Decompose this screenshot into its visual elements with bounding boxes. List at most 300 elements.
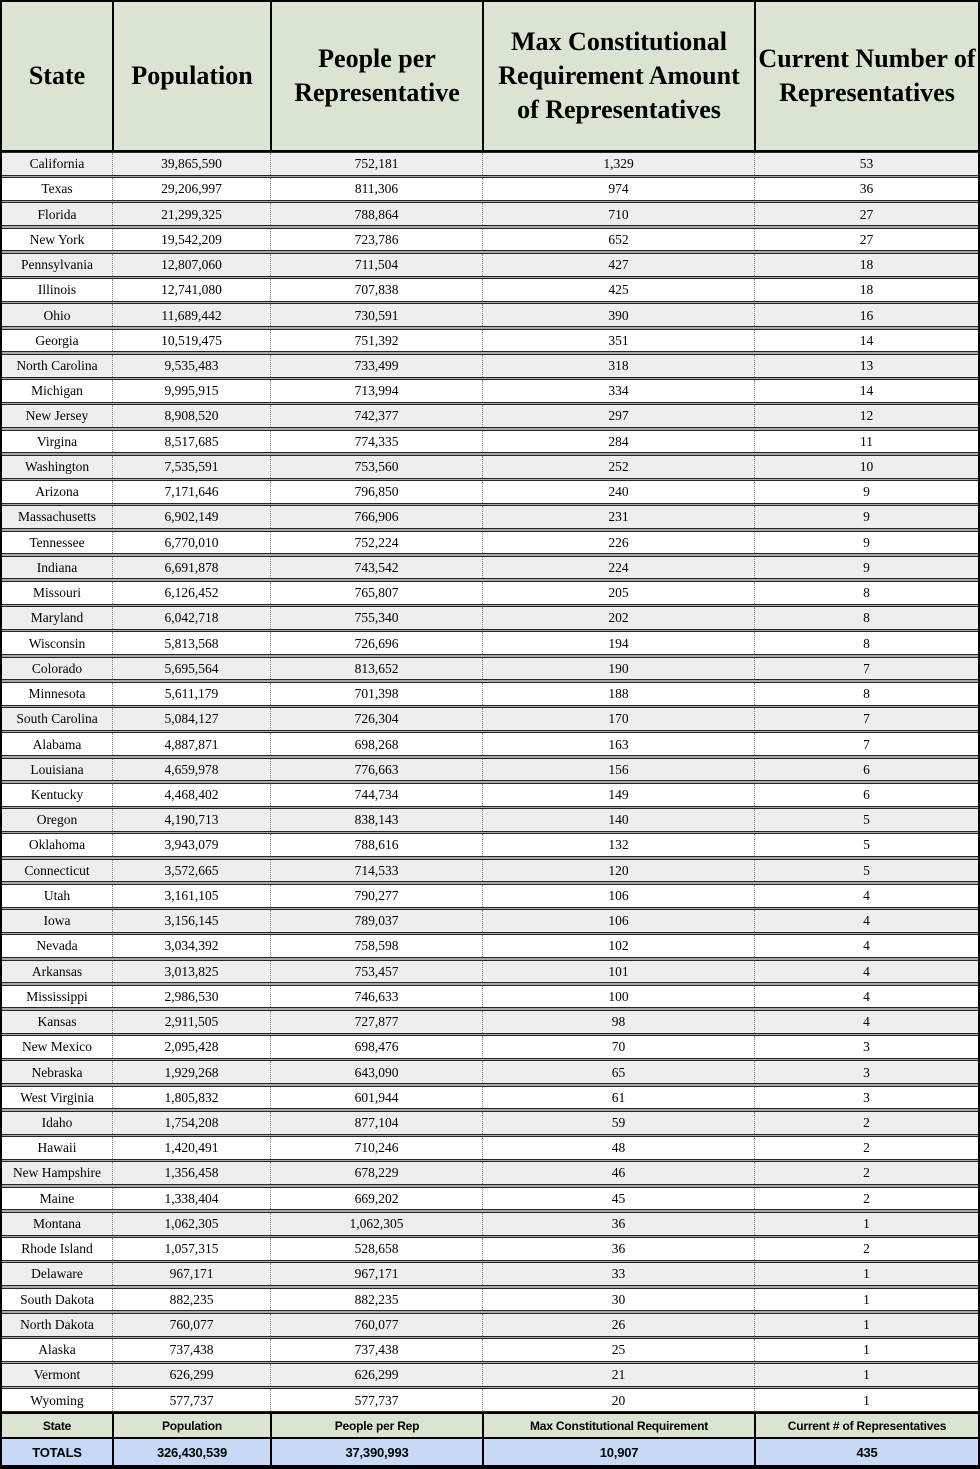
table-body — [2, 152, 978, 1412]
cell-people-per-rep: 528,658 — [270, 1238, 482, 1260]
table-row — [2, 808, 978, 832]
table-row — [2, 1288, 978, 1312]
cell-state: Colorado — [31, 660, 83, 676]
cell-current-representatives: 36 — [754, 178, 978, 200]
table-row — [2, 455, 978, 479]
cell-state: Illinois — [37, 282, 77, 298]
cell-state: Iowa — [43, 913, 71, 929]
cell-population: 1,420,491 — [112, 1137, 270, 1159]
cell-people-per-rep: 877,104 — [270, 1112, 482, 1134]
cell-current-representatives: 8 — [754, 632, 978, 654]
cell-current-representatives: 13 — [754, 355, 978, 377]
header-people-per-representative: People per Representative — [270, 2, 482, 150]
table-row — [2, 833, 978, 857]
cell-current-representatives: 8 — [754, 607, 978, 629]
cell-state: Virgina — [36, 433, 78, 449]
cell-current-representatives: 2 — [754, 1112, 978, 1134]
cell-max-constitutional-requirement: 106 — [482, 885, 754, 907]
cell-state: Minnesota — [28, 686, 86, 702]
table-row — [2, 884, 978, 908]
cell-population: 4,887,871 — [112, 733, 270, 755]
cell-current-representatives: 27 — [754, 203, 978, 225]
cell-current-representatives: 5 — [754, 860, 978, 882]
cell-people-per-rep: 752,224 — [270, 532, 482, 554]
table-row — [2, 1237, 978, 1261]
cell-max-constitutional-requirement: 1,329 — [482, 153, 754, 175]
table-row — [2, 480, 978, 504]
cell-current-representatives: 3 — [754, 1061, 978, 1083]
cell-people-per-rep: 765,807 — [270, 582, 482, 604]
cell-current-representatives: 6 — [754, 784, 978, 806]
cell-current-representatives: 2 — [754, 1238, 978, 1260]
cell-population: 10,519,475 — [112, 330, 270, 352]
table-row — [2, 1262, 978, 1286]
cell-current-representatives: 9 — [754, 557, 978, 579]
cell-max-constitutional-requirement: 33 — [482, 1263, 754, 1285]
cell-current-representatives: 9 — [754, 532, 978, 554]
cell-population: 3,034,392 — [112, 935, 270, 957]
footer-header-state: State — [42, 1418, 72, 1433]
cell-max-constitutional-requirement: 98 — [482, 1011, 754, 1033]
table-row — [2, 253, 978, 277]
table-row — [2, 631, 978, 655]
cell-max-constitutional-requirement: 194 — [482, 632, 754, 654]
cell-people-per-rep: 788,616 — [270, 834, 482, 856]
cell-population: 967,171 — [112, 1263, 270, 1285]
table-row — [2, 430, 978, 454]
cell-state: South Carolina — [16, 711, 98, 727]
cell-people-per-rep: 811,306 — [270, 178, 482, 200]
cell-max-constitutional-requirement: 284 — [482, 431, 754, 453]
table-row — [2, 960, 978, 984]
cell-population: 8,517,685 — [112, 431, 270, 453]
cell-people-per-rep: 730,591 — [270, 304, 482, 326]
cell-population: 39,865,590 — [112, 153, 270, 175]
table-row — [2, 1338, 978, 1362]
table-row — [2, 682, 978, 706]
footer-header-row — [2, 1412, 978, 1439]
cell-population: 5,695,564 — [112, 658, 270, 680]
cell-state: Montana — [33, 1215, 81, 1231]
cell-state: Connecticut — [24, 862, 90, 878]
cell-people-per-rep: 838,143 — [270, 809, 482, 831]
cell-state: New York — [29, 231, 85, 247]
cell-people-per-rep: 776,663 — [270, 759, 482, 781]
cell-population: 5,813,568 — [112, 632, 270, 654]
totals-population: 326,430,539 — [112, 1439, 270, 1465]
cell-current-representatives: 3 — [754, 1087, 978, 1109]
header-state: State — [28, 60, 86, 90]
cell-people-per-rep: 698,476 — [270, 1036, 482, 1058]
cell-population: 1,929,268 — [112, 1061, 270, 1083]
table-row — [2, 758, 978, 782]
totals-current-representatives: 435 — [754, 1439, 978, 1465]
cell-population: 5,084,127 — [112, 708, 270, 730]
cell-current-representatives: 8 — [754, 582, 978, 604]
cell-max-constitutional-requirement: 351 — [482, 330, 754, 352]
cell-state: North Dakota — [20, 1316, 94, 1332]
cell-max-constitutional-requirement: 226 — [482, 532, 754, 554]
cell-current-representatives: 1 — [754, 1213, 978, 1235]
cell-people-per-rep: 714,533 — [270, 860, 482, 882]
table-row — [2, 1111, 978, 1135]
table-row — [2, 1212, 978, 1236]
cell-max-constitutional-requirement: 149 — [482, 784, 754, 806]
cell-current-representatives: 9 — [754, 506, 978, 528]
cell-state: Wisconsin — [28, 635, 86, 651]
table-row — [2, 934, 978, 958]
cell-max-constitutional-requirement: 390 — [482, 304, 754, 326]
table-row — [2, 985, 978, 1009]
cell-max-constitutional-requirement: 46 — [482, 1162, 754, 1184]
cell-population: 9,535,483 — [112, 355, 270, 377]
table-row — [2, 707, 978, 731]
cell-max-constitutional-requirement: 48 — [482, 1137, 754, 1159]
header-current-number-of-representatives: Current Number of Representatives — [754, 2, 978, 150]
table-row — [2, 581, 978, 605]
cell-people-per-rep: 790,277 — [270, 885, 482, 907]
table-row — [2, 783, 978, 807]
cell-max-constitutional-requirement: 170 — [482, 708, 754, 730]
cell-people-per-rep: 723,786 — [270, 229, 482, 251]
table-row — [2, 1035, 978, 1059]
table-row — [2, 657, 978, 681]
cell-people-per-rep: 753,560 — [270, 456, 482, 478]
totals-people-per-rep: 37,390,993 — [270, 1439, 482, 1465]
cell-population: 4,468,402 — [112, 784, 270, 806]
cell-max-constitutional-requirement: 70 — [482, 1036, 754, 1058]
totals-row — [2, 1439, 978, 1467]
table-row — [2, 1363, 978, 1387]
cell-state: Idaho — [41, 1115, 73, 1131]
table-row — [2, 278, 978, 302]
table-row — [2, 202, 978, 226]
cell-state: Alabama — [32, 736, 82, 752]
cell-population: 3,943,079 — [112, 834, 270, 856]
cell-max-constitutional-requirement: 425 — [482, 279, 754, 301]
cell-people-per-rep: 882,235 — [270, 1289, 482, 1311]
cell-people-per-rep: 726,304 — [270, 708, 482, 730]
cell-people-per-rep: 701,398 — [270, 683, 482, 705]
table-row — [2, 1010, 978, 1034]
cell-max-constitutional-requirement: 156 — [482, 759, 754, 781]
cell-current-representatives: 7 — [754, 733, 978, 755]
cell-current-representatives: 4 — [754, 1011, 978, 1033]
cell-max-constitutional-requirement: 36 — [482, 1213, 754, 1235]
cell-state: Alaska — [38, 1342, 76, 1358]
cell-population: 19,542,209 — [112, 229, 270, 251]
cell-current-representatives: 18 — [754, 279, 978, 301]
table-row — [2, 606, 978, 630]
cell-people-per-rep: 643,090 — [270, 1061, 482, 1083]
cell-population: 11,689,442 — [112, 304, 270, 326]
cell-current-representatives: 14 — [754, 330, 978, 352]
cell-max-constitutional-requirement: 224 — [482, 557, 754, 579]
cell-people-per-rep: 601,944 — [270, 1087, 482, 1109]
cell-population: 7,535,591 — [112, 456, 270, 478]
table-row — [2, 1388, 978, 1412]
cell-current-representatives: 3 — [754, 1036, 978, 1058]
table-row — [2, 228, 978, 252]
cell-population: 882,235 — [112, 1289, 270, 1311]
cell-people-per-rep: 737,438 — [270, 1339, 482, 1361]
cell-people-per-rep: 751,392 — [270, 330, 482, 352]
cell-state: Pennsylvania — [21, 257, 93, 273]
cell-current-representatives: 14 — [754, 380, 978, 402]
cell-max-constitutional-requirement: 205 — [482, 582, 754, 604]
cell-current-representatives: 2 — [754, 1162, 978, 1184]
cell-max-constitutional-requirement: 652 — [482, 229, 754, 251]
cell-current-representatives: 16 — [754, 304, 978, 326]
cell-people-per-rep: 766,906 — [270, 506, 482, 528]
cell-state: Mississippi — [26, 988, 88, 1004]
cell-current-representatives: 11 — [754, 431, 978, 453]
cell-state: Utah — [43, 887, 71, 903]
cell-population: 760,077 — [112, 1314, 270, 1336]
cell-current-representatives: 2 — [754, 1188, 978, 1210]
table-row — [2, 1313, 978, 1337]
cell-max-constitutional-requirement: 20 — [482, 1389, 754, 1411]
footer-header-current-representatives: Current # of Representatives — [754, 1414, 978, 1437]
cell-max-constitutional-requirement: 45 — [482, 1188, 754, 1210]
cell-current-representatives: 7 — [754, 708, 978, 730]
cell-people-per-rep: 752,181 — [270, 153, 482, 175]
cell-people-per-rep: 758,598 — [270, 935, 482, 957]
cell-max-constitutional-requirement: 132 — [482, 834, 754, 856]
cell-people-per-rep: 1,062,305 — [270, 1213, 482, 1235]
cell-people-per-rep: 713,994 — [270, 380, 482, 402]
cell-current-representatives: 27 — [754, 229, 978, 251]
cell-population: 3,156,145 — [112, 910, 270, 932]
table-row — [2, 1161, 978, 1185]
cell-state: Arizona — [35, 484, 79, 500]
cell-population: 3,013,825 — [112, 961, 270, 983]
cell-max-constitutional-requirement: 65 — [482, 1061, 754, 1083]
cell-population: 21,299,325 — [112, 203, 270, 225]
cell-max-constitutional-requirement: 25 — [482, 1339, 754, 1361]
cell-max-constitutional-requirement: 140 — [482, 809, 754, 831]
cell-people-per-rep: 789,037 — [270, 910, 482, 932]
cell-state: Nevada — [36, 938, 78, 954]
table-row — [2, 303, 978, 327]
table-row — [2, 152, 978, 176]
cell-people-per-rep: 711,504 — [270, 254, 482, 276]
table-row — [2, 379, 978, 403]
cell-max-constitutional-requirement: 252 — [482, 456, 754, 478]
table-row — [2, 404, 978, 428]
cell-max-constitutional-requirement: 61 — [482, 1087, 754, 1109]
cell-state: Oklahoma — [28, 837, 86, 853]
cell-population: 6,770,010 — [112, 532, 270, 554]
cell-state: Tennessee — [29, 534, 85, 550]
table-header-row — [2, 2, 978, 152]
cell-state: Maine — [39, 1190, 75, 1206]
cell-population: 626,299 — [112, 1364, 270, 1386]
cell-population: 7,171,646 — [112, 481, 270, 503]
cell-population: 2,986,530 — [112, 986, 270, 1008]
cell-current-representatives: 1 — [754, 1364, 978, 1386]
cell-max-constitutional-requirement: 240 — [482, 481, 754, 503]
cell-state: Nebraska — [31, 1064, 83, 1080]
cell-current-representatives: 5 — [754, 834, 978, 856]
table-row — [2, 1086, 978, 1110]
cell-max-constitutional-requirement: 101 — [482, 961, 754, 983]
cell-state: Vermont — [33, 1367, 81, 1383]
cell-people-per-rep: 744,734 — [270, 784, 482, 806]
cell-max-constitutional-requirement: 163 — [482, 733, 754, 755]
cell-max-constitutional-requirement: 202 — [482, 607, 754, 629]
cell-population: 2,911,505 — [112, 1011, 270, 1033]
cell-max-constitutional-requirement: 427 — [482, 254, 754, 276]
table-row — [2, 556, 978, 580]
cell-max-constitutional-requirement: 106 — [482, 910, 754, 932]
table-row — [2, 177, 978, 201]
cell-max-constitutional-requirement: 21 — [482, 1364, 754, 1386]
cell-people-per-rep: 788,864 — [270, 203, 482, 225]
cell-population: 1,754,208 — [112, 1112, 270, 1134]
cell-people-per-rep: 796,850 — [270, 481, 482, 503]
cell-people-per-rep: 577,737 — [270, 1389, 482, 1411]
table-row — [2, 531, 978, 555]
cell-population: 1,805,832 — [112, 1087, 270, 1109]
table-row — [2, 1060, 978, 1084]
cell-population: 6,126,452 — [112, 582, 270, 604]
cell-max-constitutional-requirement: 120 — [482, 860, 754, 882]
cell-current-representatives: 8 — [754, 683, 978, 705]
table-row — [2, 732, 978, 756]
cell-state: Kentucky — [30, 786, 84, 802]
cell-people-per-rep: 726,696 — [270, 632, 482, 654]
cell-people-per-rep: 755,340 — [270, 607, 482, 629]
cell-people-per-rep: 707,838 — [270, 279, 482, 301]
cell-state: New Jersey — [25, 408, 89, 424]
cell-max-constitutional-requirement: 974 — [482, 178, 754, 200]
cell-current-representatives: 4 — [754, 986, 978, 1008]
cell-max-constitutional-requirement: 30 — [482, 1289, 754, 1311]
cell-state: Louisiana — [30, 761, 84, 777]
table-row — [2, 1187, 978, 1211]
cell-state: California — [29, 156, 85, 172]
cell-state: Maryland — [30, 610, 84, 626]
cell-population: 6,902,149 — [112, 506, 270, 528]
cell-population: 2,095,428 — [112, 1036, 270, 1058]
cell-state: Texas — [41, 181, 73, 197]
table-row — [2, 1136, 978, 1160]
header-population: Population — [112, 2, 270, 150]
cell-max-constitutional-requirement: 334 — [482, 380, 754, 402]
cell-population: 3,572,665 — [112, 860, 270, 882]
cell-max-constitutional-requirement: 102 — [482, 935, 754, 957]
cell-people-per-rep: 669,202 — [270, 1188, 482, 1210]
cell-state: Delaware — [31, 1266, 83, 1282]
cell-current-representatives: 53 — [754, 153, 978, 175]
cell-people-per-rep: 760,077 — [270, 1314, 482, 1336]
cell-state: Kansas — [37, 1014, 77, 1030]
cell-state: North Carolina — [16, 357, 98, 373]
cell-state: Arkansas — [31, 963, 83, 979]
cell-state: Wyoming — [30, 1392, 84, 1408]
cell-people-per-rep: 710,246 — [270, 1137, 482, 1159]
cell-current-representatives: 1 — [754, 1389, 978, 1411]
totals-label: TOTALS — [32, 1444, 82, 1460]
footer-header-max-constitutional-requirement: Max Constitutional Requirement — [482, 1414, 754, 1437]
cell-current-representatives: 4 — [754, 935, 978, 957]
cell-state: Georgia — [35, 332, 79, 348]
cell-people-per-rep: 753,457 — [270, 961, 482, 983]
cell-people-per-rep: 733,499 — [270, 355, 482, 377]
cell-current-representatives: 7 — [754, 658, 978, 680]
cell-population: 577,737 — [112, 1389, 270, 1411]
cell-population: 1,338,404 — [112, 1188, 270, 1210]
cell-population: 29,206,997 — [112, 178, 270, 200]
cell-max-constitutional-requirement: 710 — [482, 203, 754, 225]
cell-state: Missouri — [32, 585, 81, 601]
totals-max-constitutional-requirement: 10,907 — [482, 1439, 754, 1465]
cell-population: 9,995,915 — [112, 380, 270, 402]
cell-population: 1,356,458 — [112, 1162, 270, 1184]
cell-people-per-rep: 742,377 — [270, 405, 482, 427]
cell-population: 8,908,520 — [112, 405, 270, 427]
cell-population: 1,057,315 — [112, 1238, 270, 1260]
table-row — [2, 505, 978, 529]
cell-max-constitutional-requirement: 297 — [482, 405, 754, 427]
cell-state: Indiana — [36, 559, 78, 575]
cell-current-representatives: 2 — [754, 1137, 978, 1159]
cell-people-per-rep: 743,542 — [270, 557, 482, 579]
cell-state: Michigan — [31, 383, 83, 399]
cell-state: New Hampshire — [12, 1165, 102, 1181]
cell-current-representatives: 4 — [754, 961, 978, 983]
cell-current-representatives: 4 — [754, 885, 978, 907]
cell-population: 4,190,713 — [112, 809, 270, 831]
cell-current-representatives: 10 — [754, 456, 978, 478]
cell-population: 3,161,105 — [112, 885, 270, 907]
cell-current-representatives: 1 — [754, 1314, 978, 1336]
table-row — [2, 909, 978, 933]
cell-current-representatives: 4 — [754, 910, 978, 932]
cell-people-per-rep: 813,652 — [270, 658, 482, 680]
footer-header-people-per-rep: People per Rep — [270, 1414, 482, 1437]
cell-people-per-rep: 774,335 — [270, 431, 482, 453]
cell-state: Ohio — [43, 307, 71, 323]
cell-people-per-rep: 698,268 — [270, 733, 482, 755]
cell-max-constitutional-requirement: 188 — [482, 683, 754, 705]
cell-state: South Dakota — [20, 1291, 94, 1307]
cell-current-representatives: 18 — [754, 254, 978, 276]
cell-population: 737,438 — [112, 1339, 270, 1361]
cell-population: 4,659,978 — [112, 759, 270, 781]
cell-population: 12,741,080 — [112, 279, 270, 301]
cell-current-representatives: 6 — [754, 759, 978, 781]
cell-max-constitutional-requirement: 59 — [482, 1112, 754, 1134]
cell-state: Washington — [24, 458, 90, 474]
cell-max-constitutional-requirement: 190 — [482, 658, 754, 680]
cell-state: Massachusetts — [18, 509, 96, 525]
cell-max-constitutional-requirement: 318 — [482, 355, 754, 377]
table-row — [2, 859, 978, 883]
cell-state: Rhode Island — [21, 1241, 93, 1257]
cell-state: New Mexico — [21, 1039, 93, 1055]
cell-current-representatives: 1 — [754, 1289, 978, 1311]
cell-current-representatives: 5 — [754, 809, 978, 831]
table-row — [2, 354, 978, 378]
cell-state: Florida — [37, 206, 77, 222]
cell-people-per-rep: 678,229 — [270, 1162, 482, 1184]
cell-population: 6,691,878 — [112, 557, 270, 579]
cell-state: Oregon — [36, 812, 78, 828]
cell-current-representatives: 9 — [754, 481, 978, 503]
cell-current-representatives: 1 — [754, 1339, 978, 1361]
